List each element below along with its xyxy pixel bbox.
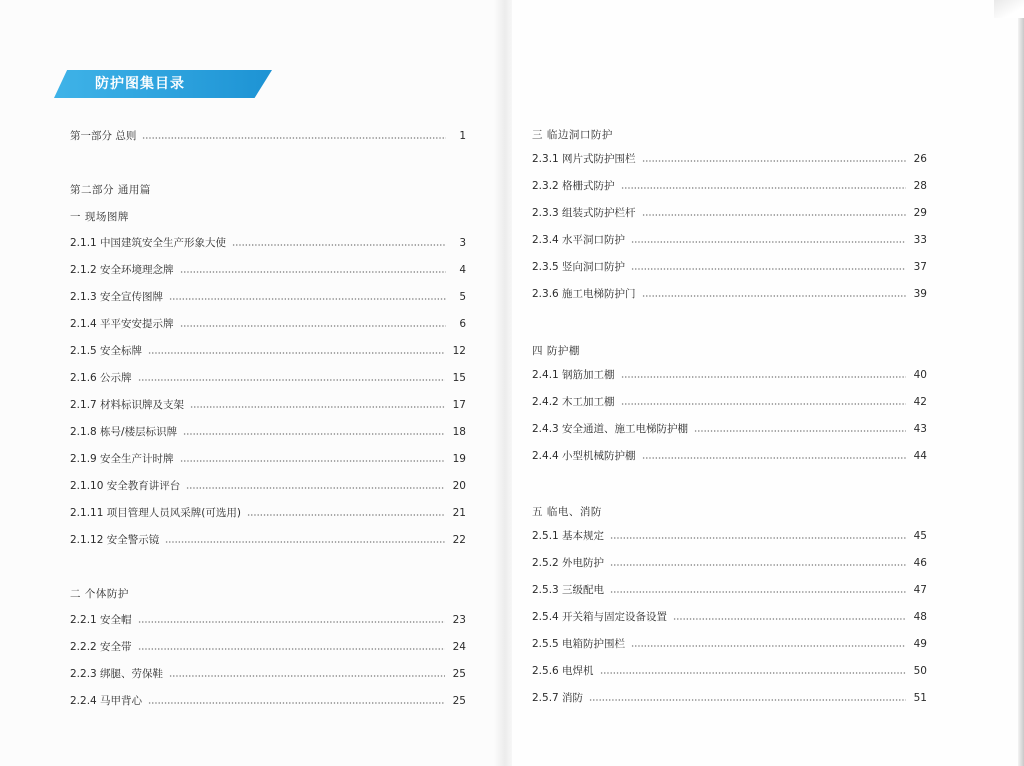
page-edge <box>1018 0 1024 766</box>
dot-leader <box>148 702 445 704</box>
toc-page-number: 48 <box>913 611 927 623</box>
toc-page-number: 5 <box>459 291 466 303</box>
page-title: 防护图集目录 <box>95 76 185 92</box>
toc-entry <box>532 420 927 438</box>
toc-entry-label: 2.4.2 木工加工棚 <box>532 396 615 408</box>
toc-entry-label: 2.4.3 安全通道、施工电梯防护棚 <box>532 423 689 435</box>
dot-leader <box>138 621 445 623</box>
toc-entry-label: 五 临电、消防 <box>532 506 602 518</box>
toc-entry-label: 2.5.7 消防 <box>532 692 584 704</box>
toc-entry <box>70 369 466 387</box>
dot-leader <box>183 433 445 435</box>
toc-entry-label: 2.1.6 公示牌 <box>70 372 132 384</box>
dot-leader <box>186 487 444 489</box>
toc-page-number: 4 <box>459 264 466 276</box>
toc-entry <box>70 396 466 414</box>
dot-leader <box>232 244 446 246</box>
toc-entry-label: 2.1.1 中国建筑安全生产形象大使 <box>70 237 227 249</box>
toc-entry-label: 四 防护棚 <box>532 345 580 357</box>
dot-leader <box>180 460 445 462</box>
dot-leader <box>165 541 444 543</box>
dot-leader <box>148 352 445 354</box>
toc-page-number: 40 <box>913 369 927 381</box>
toc-page-number: 26 <box>913 153 927 165</box>
toc-entry-label: 2.1.11 项目管理人员风采牌(可选用) <box>70 507 241 519</box>
dot-leader <box>138 648 445 650</box>
toc-entry <box>70 665 466 683</box>
toc-entry-label: 2.3.3 组装式防护栏杆 <box>532 207 636 219</box>
dot-leader <box>631 241 906 243</box>
toc-page-number: 20 <box>452 480 466 492</box>
toc-entry <box>70 423 466 441</box>
dot-leader <box>610 591 906 593</box>
toc-page-number: 37 <box>913 261 927 273</box>
dot-leader <box>673 618 906 620</box>
toc-entry-label: 2.3.5 竖向洞口防护 <box>532 261 626 273</box>
toc-entry-label: 2.5.5 电箱防护围栏 <box>532 638 626 650</box>
toc-entry-label: 第一部分 总则 <box>70 130 137 142</box>
toc-entry-label: 2.5.2 外电防护 <box>532 557 605 569</box>
toc-entry <box>532 527 927 545</box>
toc-entry <box>70 261 466 279</box>
toc-page-number: 6 <box>459 318 466 330</box>
toc-entry <box>532 177 927 195</box>
page-corner <box>994 0 1024 18</box>
toc-entry <box>532 285 927 303</box>
toc-entry-label: 2.1.9 安全生产计时牌 <box>70 453 174 465</box>
dot-leader <box>631 645 906 647</box>
toc-page-number: 25 <box>452 695 466 707</box>
toc-page-number: 45 <box>913 530 927 542</box>
toc-entry-label: 一 现场图牌 <box>70 211 129 223</box>
toc-page-number: 23 <box>452 614 466 626</box>
toc-page-number: 15 <box>452 372 466 384</box>
toc-entry-label: 2.3.2 格栅式防护 <box>532 180 615 192</box>
toc-page-number: 12 <box>452 345 466 357</box>
toc-entry-label: 2.1.2 安全环境理念牌 <box>70 264 174 276</box>
toc-page-number: 39 <box>913 288 927 300</box>
dot-leader <box>600 672 906 674</box>
dot-leader <box>642 295 906 297</box>
dot-leader <box>247 514 445 516</box>
dot-leader <box>642 214 906 216</box>
toc-entry <box>70 450 466 468</box>
dot-leader <box>589 699 906 701</box>
toc-entry-label: 2.1.8 栋号/楼层标识牌 <box>70 426 178 438</box>
toc-page-number: 47 <box>913 584 927 596</box>
toc-entry <box>532 608 927 626</box>
dot-leader <box>642 457 906 459</box>
dot-leader <box>169 675 445 677</box>
toc-entry <box>532 635 927 653</box>
toc-entry-label: 2.4.1 钢筋加工棚 <box>532 369 615 381</box>
toc-page-number: 42 <box>913 396 927 408</box>
toc-page-number: 51 <box>913 692 927 704</box>
toc-entry <box>532 150 927 168</box>
toc-entry <box>532 447 927 465</box>
toc-page-number: 29 <box>913 207 927 219</box>
toc-entry-label: 2.2.3 绑腿、劳保鞋 <box>70 668 164 680</box>
toc-section-heading <box>532 503 927 521</box>
toc-entry-label: 2.5.1 基本规定 <box>532 530 605 542</box>
toc-entry <box>532 554 927 572</box>
toc-entry-label: 2.5.3 三级配电 <box>532 584 605 596</box>
toc-entry-label: 三 临边洞口防护 <box>532 129 613 141</box>
dot-leader <box>610 564 906 566</box>
toc-entry <box>532 581 927 599</box>
toc-entry-label: 2.3.4 水平洞口防护 <box>532 234 626 246</box>
toc-section-heading <box>70 208 466 226</box>
toc-entry-label: 2.2.2 安全带 <box>70 641 132 653</box>
dot-leader <box>180 325 446 327</box>
toc-entry-label: 2.1.10 安全教育讲评台 <box>70 480 181 492</box>
toc-page-number: 17 <box>452 399 466 411</box>
toc-entry <box>70 477 466 495</box>
toc-page-number: 3 <box>459 237 466 249</box>
toc-entry <box>70 692 466 710</box>
dot-leader <box>694 430 906 432</box>
toc-page-number: 22 <box>452 534 466 546</box>
toc-entry <box>532 204 927 222</box>
dot-leader <box>142 137 446 139</box>
toc-entry <box>70 288 466 306</box>
toc-page-number: 43 <box>913 423 927 435</box>
toc-entry <box>70 531 466 549</box>
toc-entry-label: 第二部分 通用篇 <box>70 184 151 196</box>
toc-entry-label: 2.1.7 材料标识牌及支架 <box>70 399 185 411</box>
toc-entry <box>532 662 927 680</box>
toc-entry-label: 2.5.6 电焊机 <box>532 665 594 677</box>
dot-leader <box>190 406 445 408</box>
toc-page-number: 19 <box>452 453 466 465</box>
toc-entry-label: 2.2.1 安全帽 <box>70 614 132 626</box>
toc-entry-label: 2.1.3 安全宣传图牌 <box>70 291 164 303</box>
dot-leader <box>610 537 906 539</box>
toc-entry-label: 二 个体防护 <box>70 588 129 600</box>
toc-page-number: 18 <box>452 426 466 438</box>
toc-entry-label: 2.3.1 网片式防护围栏 <box>532 153 636 165</box>
dot-leader <box>621 187 906 189</box>
dot-leader <box>642 160 906 162</box>
book-gutter <box>494 0 512 766</box>
dot-leader <box>169 298 446 300</box>
toc-section-heading <box>70 585 466 603</box>
toc-entry <box>70 638 466 656</box>
toc-page-number: 49 <box>913 638 927 650</box>
dot-leader <box>621 403 906 405</box>
toc-page-number: 50 <box>913 665 927 677</box>
toc-entry <box>70 127 466 145</box>
toc-entry <box>70 611 466 629</box>
toc-entry-label: 2.1.5 安全标牌 <box>70 345 143 357</box>
toc-page-number: 46 <box>913 557 927 569</box>
dot-leader <box>180 271 446 273</box>
toc-entry-label: 2.3.6 施工电梯防护门 <box>532 288 636 300</box>
toc-entry <box>532 258 927 276</box>
toc-page-number: 21 <box>452 507 466 519</box>
toc-page-number: 33 <box>913 234 927 246</box>
toc-entry <box>532 689 927 707</box>
toc-entry <box>532 366 927 384</box>
toc-page-number: 28 <box>913 180 927 192</box>
toc-entry <box>70 234 466 252</box>
toc-entry-label: 2.1.12 安全警示镜 <box>70 534 160 546</box>
toc-entry <box>532 231 927 249</box>
toc-entry-label: 2.1.4 平平安安提示牌 <box>70 318 174 330</box>
dot-leader <box>621 376 906 378</box>
dot-leader <box>631 268 906 270</box>
toc-entry-label: 2.4.4 小型机械防护棚 <box>532 450 636 462</box>
toc-page-number: 25 <box>452 668 466 680</box>
toc-section-heading <box>532 342 927 360</box>
toc-entry <box>532 393 927 411</box>
toc-entry-label: 2.2.4 马甲背心 <box>70 695 143 707</box>
toc-entry <box>70 342 466 360</box>
toc-section-heading <box>532 126 927 144</box>
dot-leader <box>138 379 445 381</box>
toc-page-number: 1 <box>459 130 466 142</box>
toc-section-heading <box>70 181 466 199</box>
toc-entry-label: 2.5.4 开关箱与固定设备设置 <box>532 611 668 623</box>
toc-entry <box>70 315 466 333</box>
toc-page-number: 24 <box>452 641 466 653</box>
toc-entry <box>70 504 466 522</box>
toc-page-number: 44 <box>913 450 927 462</box>
